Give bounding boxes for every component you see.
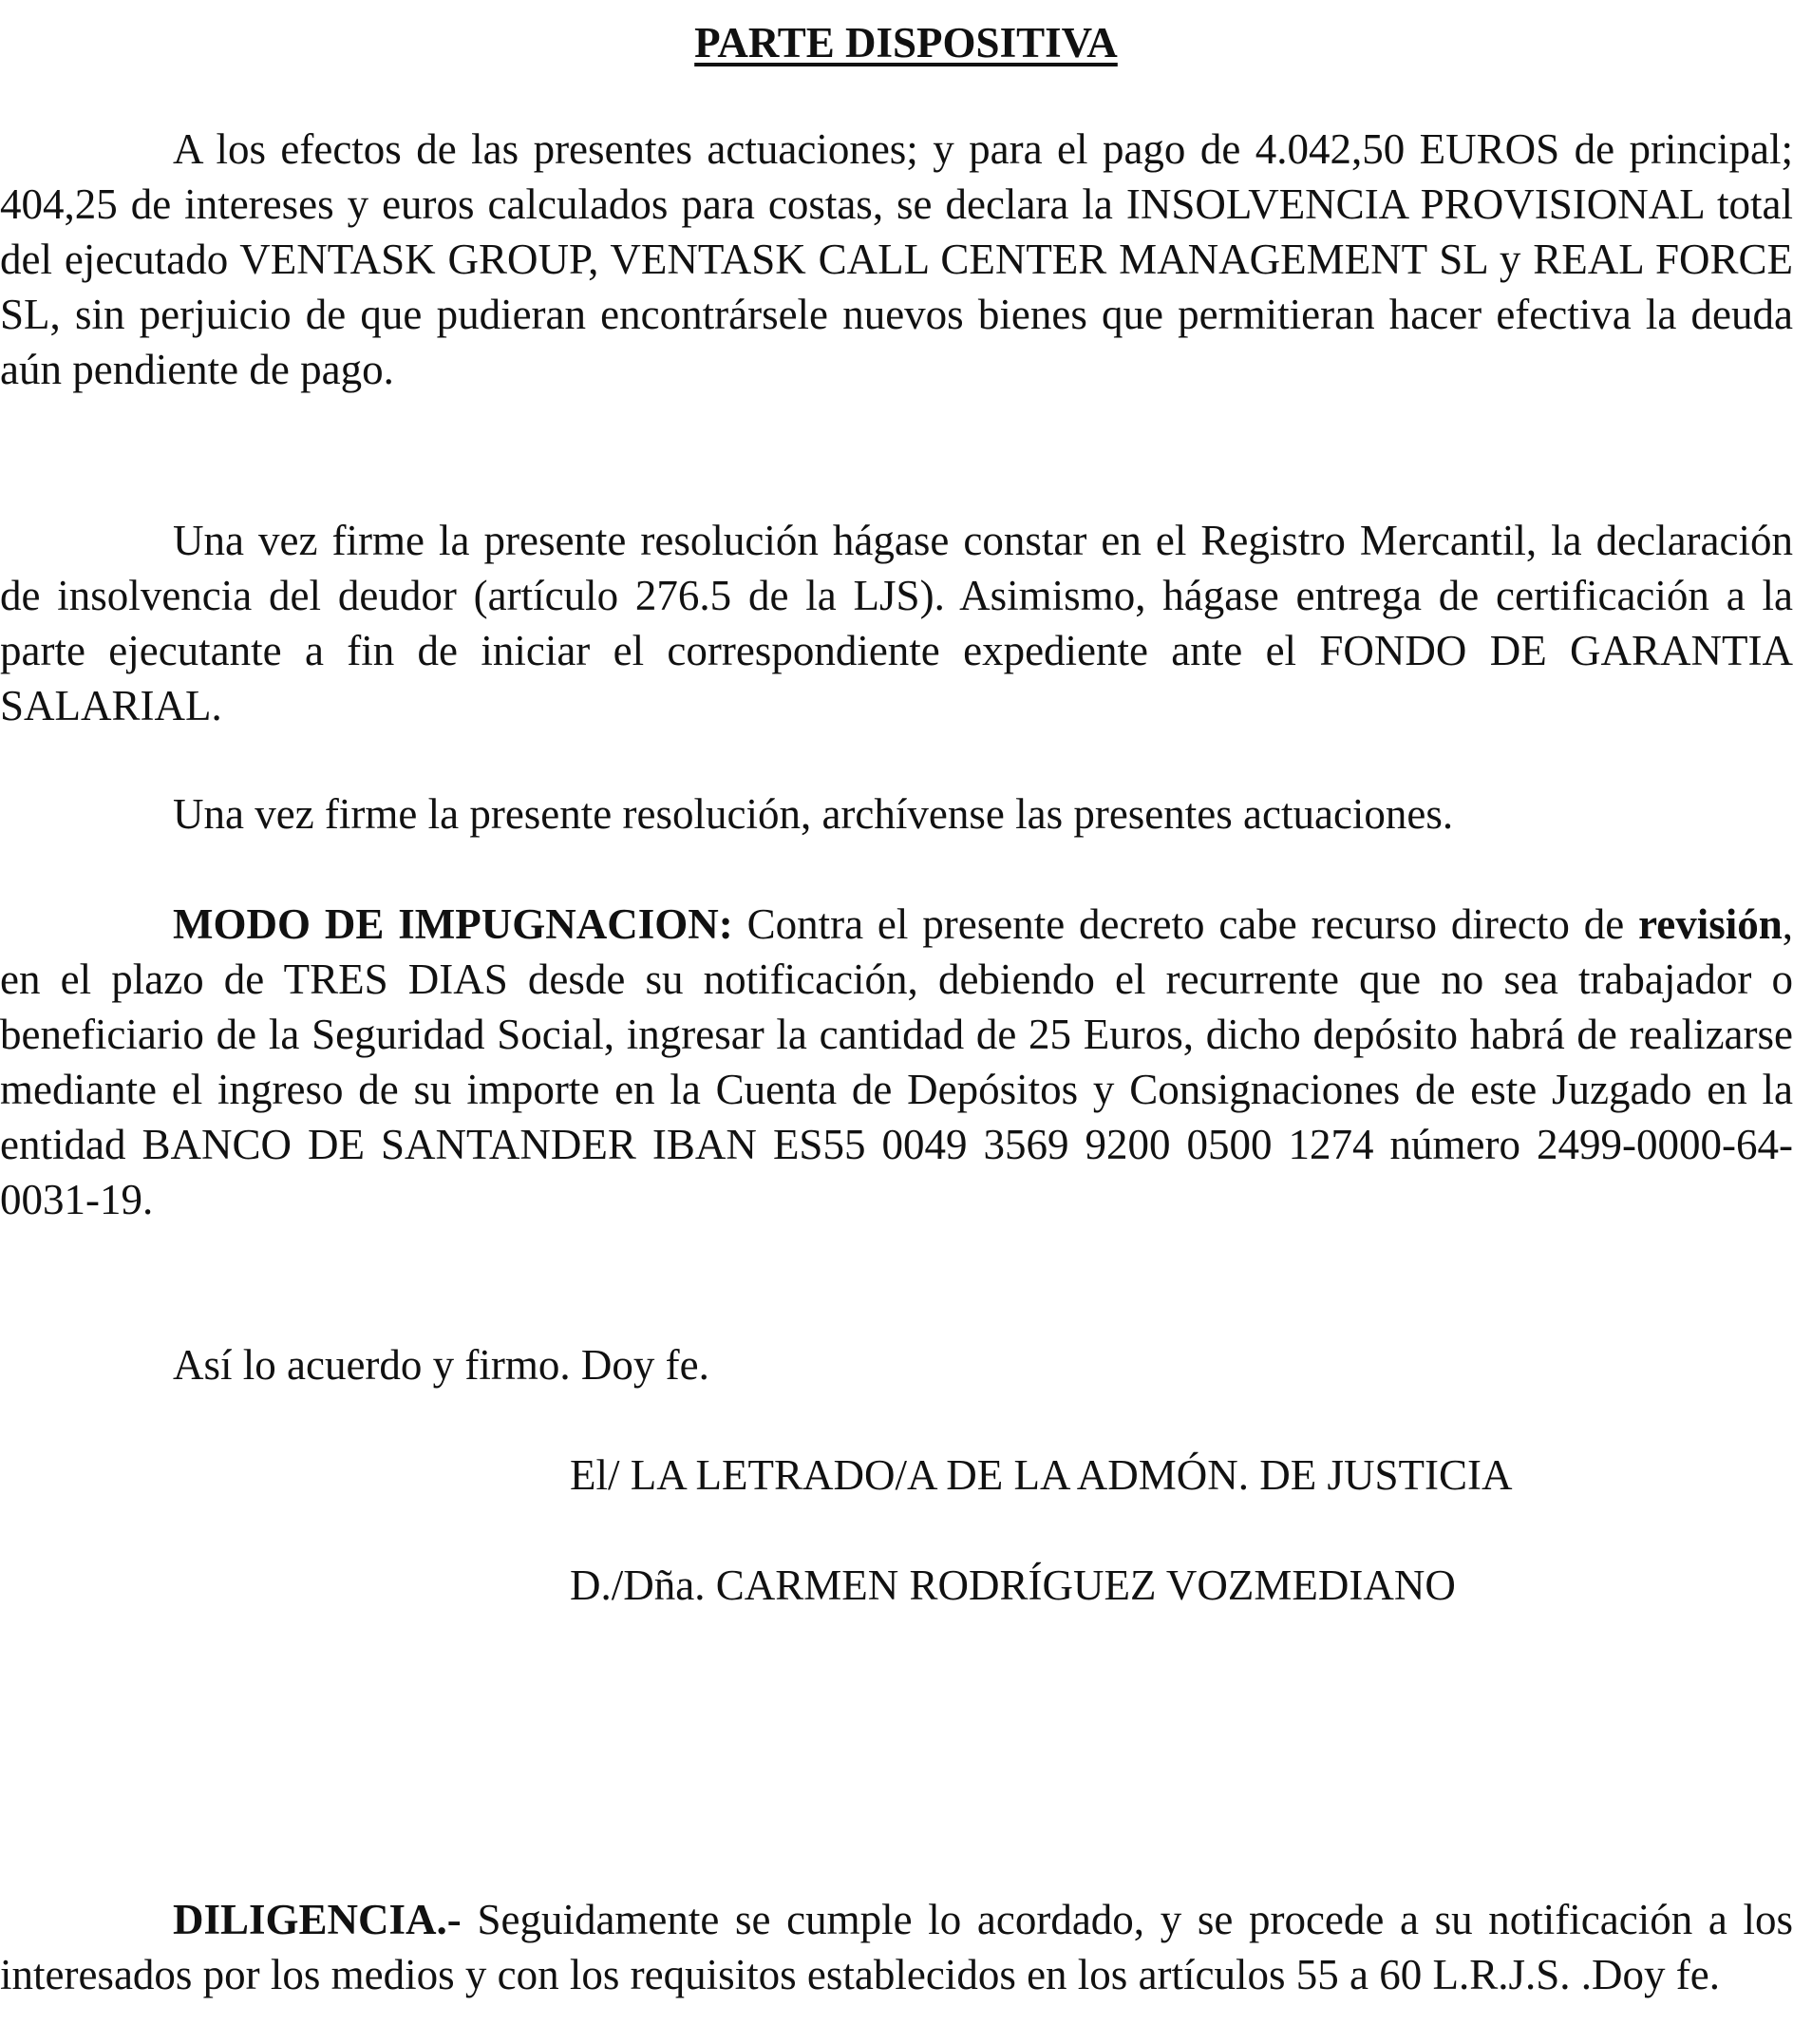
- impugnacion-text-1: Contra el presente decreto cabe recurso directo de: [732, 900, 1639, 948]
- paragraph-insolvencia: A los efectos de las presentes actuaciones; y para el pago de 4.042,50 EUROS de principal; 404,25 de intereses y euros calculados para costas, se declara la INSOLVENCIA PROVISIONAL total del ejecutado VENTASK GROUP, VENTASK CALL CENTER MANAGEMENT SL y REAL FORCE SL, sin perjuicio de que pudieran encontrársele nuevos bienes que permitieran hacer efectiva la deuda aún pendiente de pago.: [0, 125, 1793, 393]
- paragraph-diligencia: [0, 1892, 1793, 2002]
- document-title: PARTE DISPOSITIVA: [694, 19, 1118, 66]
- paragraph-modo-impugnacion: [0, 897, 1793, 1227]
- diligencia-heading: DILIGENCIA.-: [173, 1896, 462, 1943]
- impugnacion-text-2: , en el plazo de TRES DIAS desde su notificación, debiendo el recurrente que no sea trabajador o beneficiario de la Seguridad Social, ingresar la cantidad de 25 Euros, dicho depósito habrá de realizarse mediante el ingreso de su importe en la Cuenta de Depósitos y Consignaciones de este Juzgado en la entidad BANCO DE SANTANDER IBAN ES55 0049 3569 9200 0500 1274 número 2499-0000-64-0031-19.: [0, 900, 1794, 1223]
- signature-name: D./Dña. CARMEN RODRÍGUEZ VOZMEDIANO: [570, 1561, 1456, 1609]
- diligencia-text: Seguidamente se cumple lo acordado, y se procede a su notificación a los interesados por los medios y con los requisitos establecidos en los artículos 55 a 60 L.R.J.S. .Doy fe.: [0, 1896, 1793, 1998]
- impugnacion-bold-word: revisión: [1638, 900, 1783, 948]
- closing-line: Así lo acuerdo y firmo. Doy fe.: [173, 1341, 709, 1389]
- signature-role: El/ LA LETRADO/A DE LA ADMÓN. DE JUSTICIA: [570, 1451, 1513, 1499]
- paragraph-archivo: Una vez firme la presente resolución, archívense las presentes actuaciones.: [173, 790, 1454, 838]
- paragraph-registro-mercantil: Una vez firme la presente resolución hágase constar en el Registro Mercantil, la declaración de insolvencia del deudor (artículo 276.5 de la LJS). Asimismo, hágase entrega de certificación a la parte ejecutante a fin de iniciar el correspondiente expediente ante el FONDO DE GARANTIA SALARIAL.: [0, 517, 1793, 729]
- impugnacion-heading: MODO DE IMPUGNACION:: [173, 900, 733, 948]
